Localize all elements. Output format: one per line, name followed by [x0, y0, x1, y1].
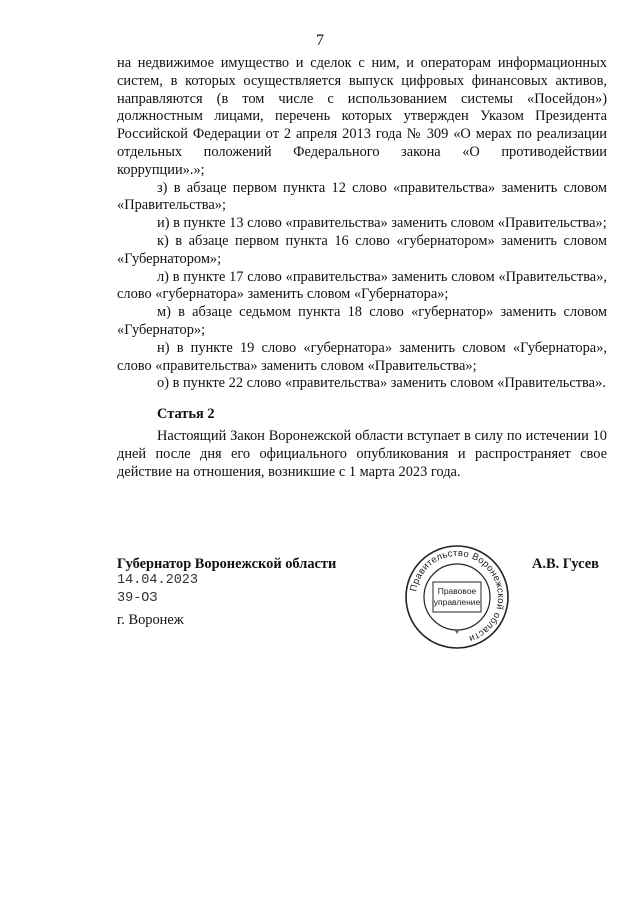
- seal-star: *: [455, 629, 459, 640]
- seal-ring-text: Правительство Воронежской области: [408, 547, 507, 645]
- signatory-title: Губернатор Воронежской области: [117, 556, 337, 572]
- signing-city: г. Воронеж: [117, 612, 184, 628]
- article-heading: Статья 2: [157, 406, 215, 423]
- article-text: Настоящий Закон Воронежской области вступает в силу по истечении 10 дней после дня его официального опубликования и распространяет свое действие на отношения, возникшие с 1 марта 2023 года.: [117, 427, 607, 480]
- official-seal: [403, 543, 511, 651]
- paragraph-item-l: л) в пункте 17 слово «правительства» заменить словом «Правительства», слово «губернатора» заменить словом «Губернатора»;: [117, 268, 607, 303]
- paragraph-item-n: н) в пункте 19 слово «губернатора» заменить словом «Губернатора», слово «правительства» заменить словом «Правительства»;: [117, 339, 607, 374]
- law-date: 14.04.2023: [117, 573, 199, 588]
- paragraph-item-m: м) в абзаце седьмом пункта 18 слово «губернатор» заменить словом «Губернатор»;: [117, 304, 607, 338]
- page-number: 7: [316, 32, 324, 49]
- paragraph-item-z: з) в абзаце первом пункта 12 слово «правительства» заменить словом «Правительства»;: [117, 179, 607, 214]
- seal-center-line1: Правовое: [437, 586, 477, 596]
- seal-center-line2: управление: [433, 597, 481, 607]
- paragraph-item-k: к) в абзаце первом пункта 16 слово «губернатором» заменить словом «Губернатором»;: [117, 232, 607, 267]
- law-number: 39-ОЗ: [117, 591, 158, 606]
- paragraph-item-o: о) в пункте 22 слово «правительства» заменить словом «Правительства».: [157, 375, 606, 392]
- signatory-name: А.В. Гусев: [532, 556, 599, 572]
- document-body: [117, 55, 607, 481]
- paragraph-continuation: на недвижимое имущество и сделок с ним, и операторам информационных систем, в которых осуществляется выпуск цифровых финансовых активов, направляются (в том числе с использованием системы «Посейдон») должностным лицами, перечень которых утвержден Указом Президента Российской Федерации от 2 апреля 2013 года № 309 «О мерах по реализации отдельных положений Федерального закона «О противодействии коррупции».»;: [117, 55, 607, 178]
- paragraph-item-i: и) в пункте 13 слово «правительства» заменить словом «Правительства»;: [157, 215, 607, 232]
